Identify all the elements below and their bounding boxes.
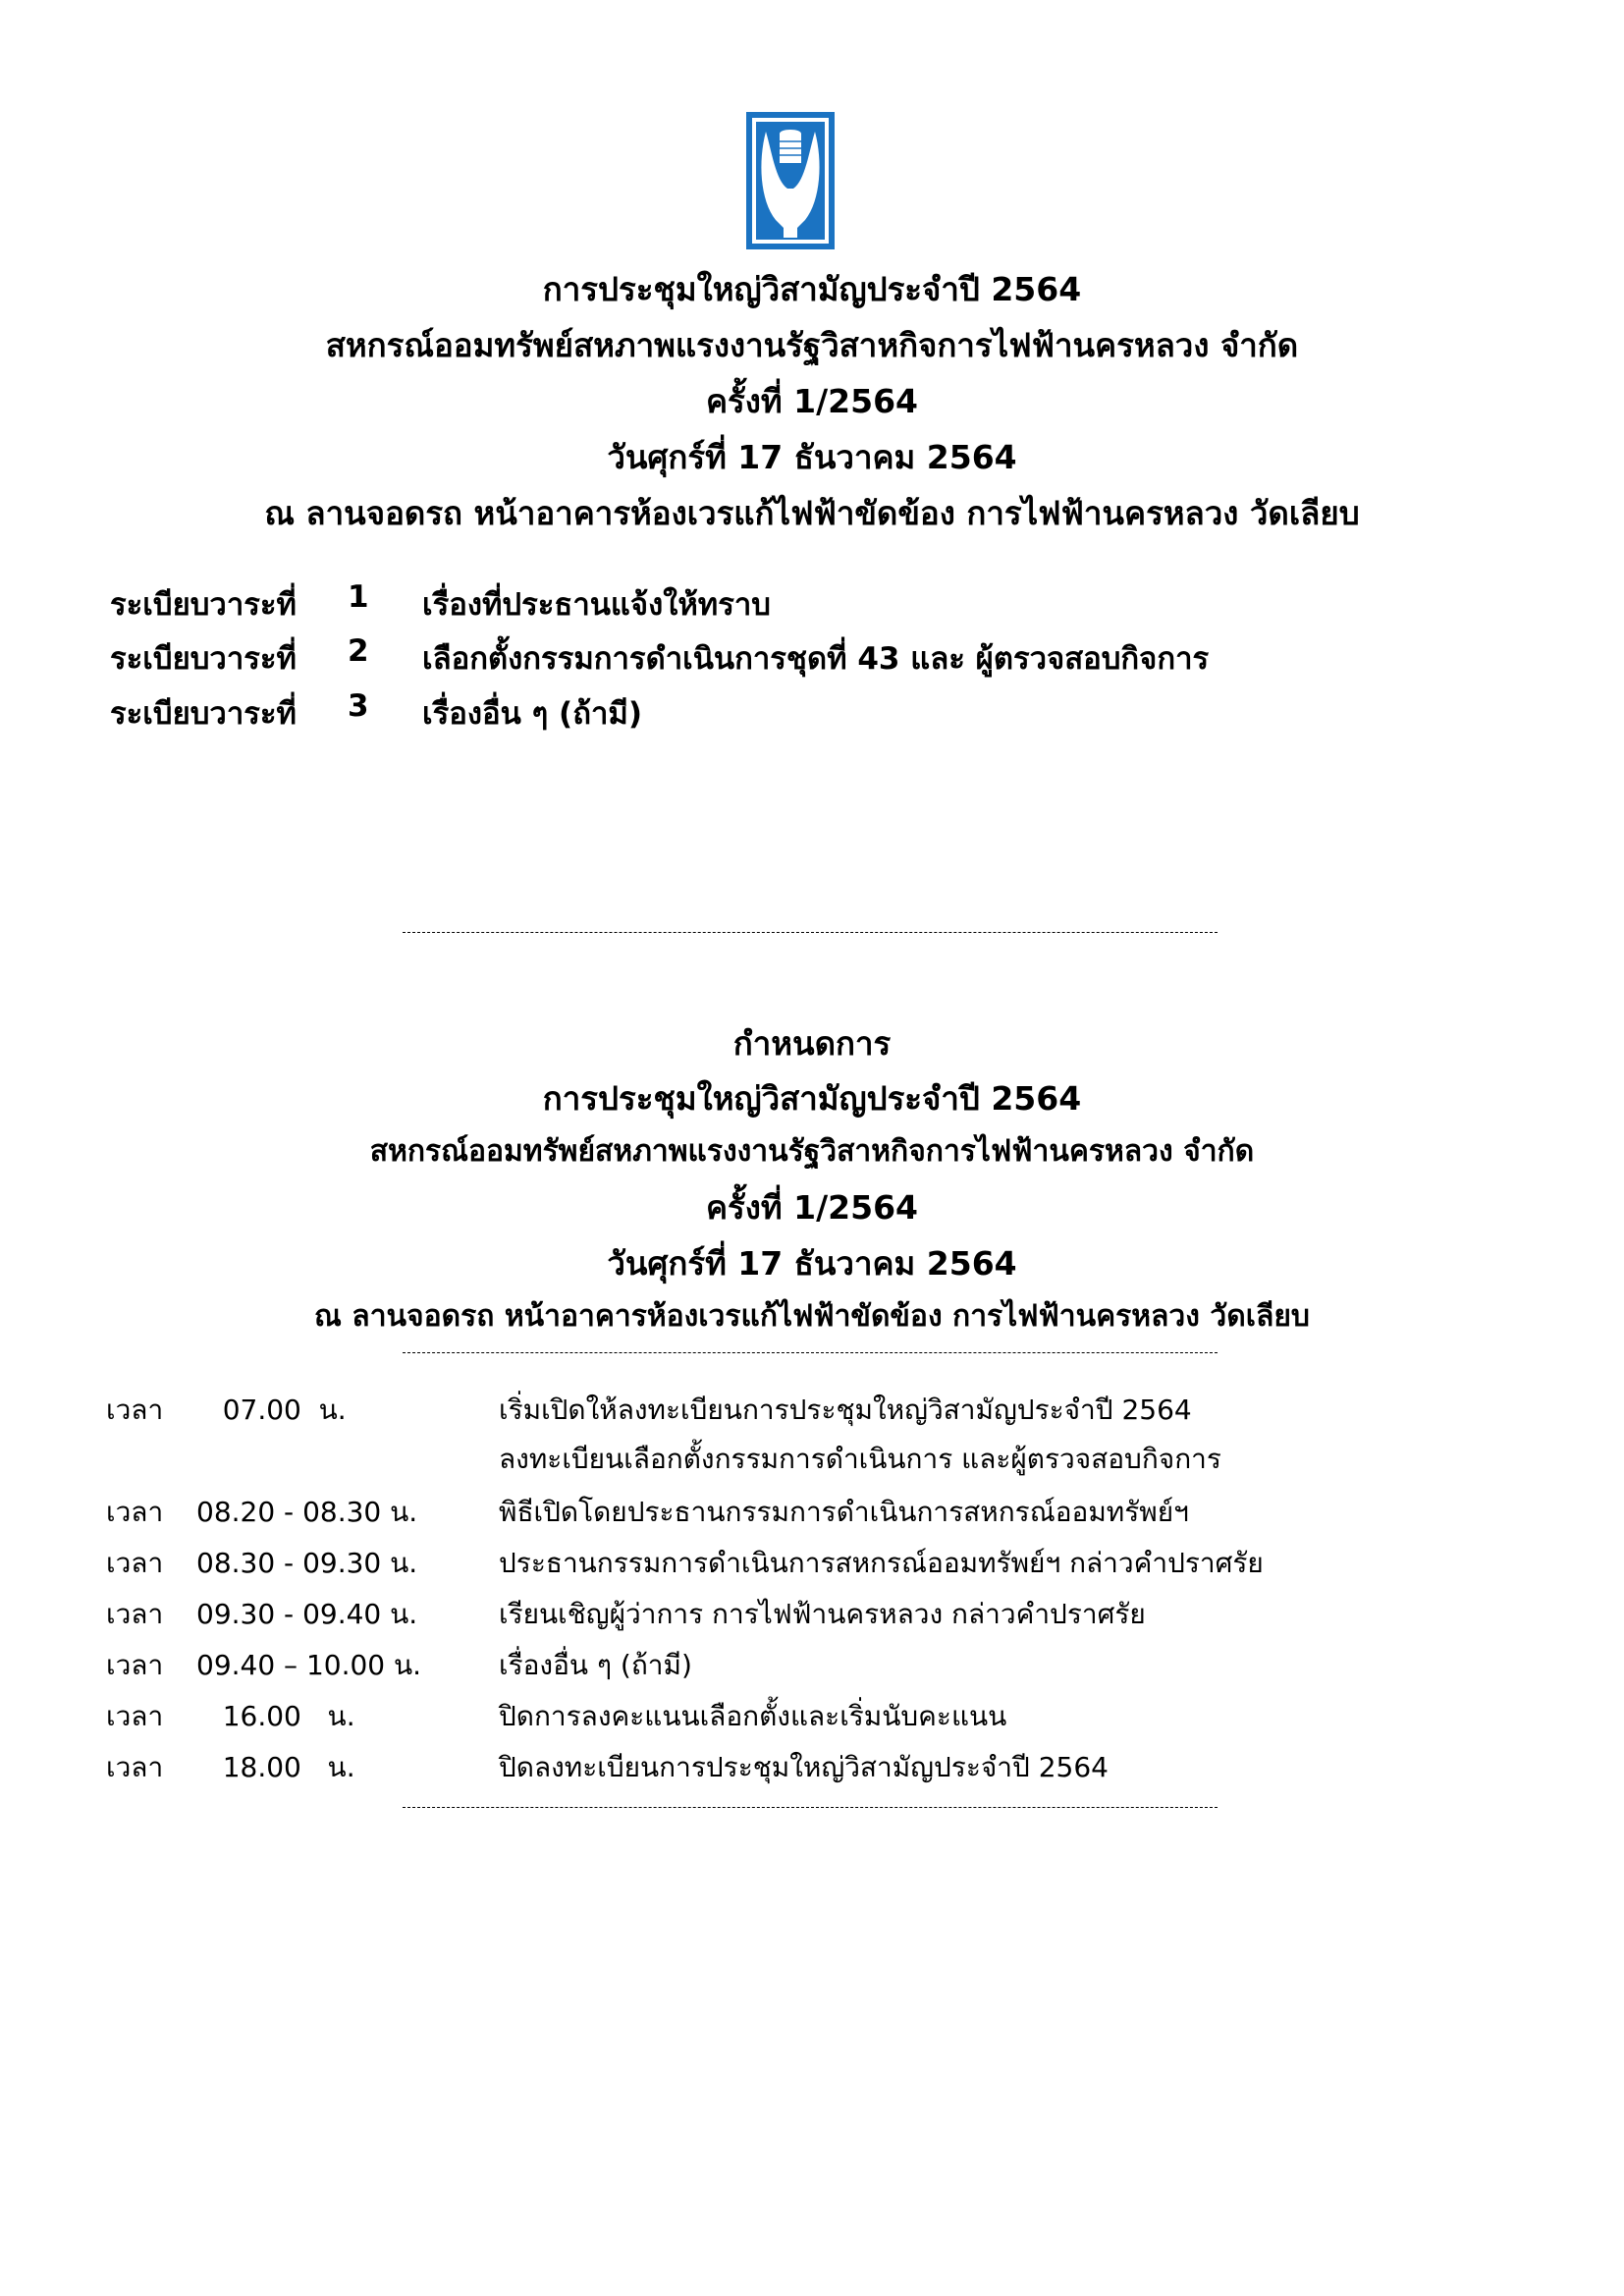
- time-label: เวลา: [106, 1394, 164, 1426]
- schedule-session: ครั้งที่ 1/2564: [705, 1188, 918, 1227]
- schedule-description: ปิดการลงคะแนนเลือกตั้งและเริ่มนับคะแนน: [499, 1700, 1007, 1732]
- time-label: เวลา: [106, 1598, 164, 1630]
- time-value: 07.00 น.: [196, 1394, 347, 1426]
- agenda-label: ระเบียบวาระที่: [110, 587, 297, 623]
- schedule-organization: สหกรณ์ออมทรัพย์สหภาพแรงงานรัฐวิสาหกิจการไฟฟ้านครหลวง จำกัด: [369, 1134, 1255, 1169]
- schedule-date: วันศุกร์ที่ 17 ธันวาคม 2564: [607, 1244, 1017, 1283]
- time-label: เวลา: [106, 1751, 164, 1783]
- schedule-description: เริ่มเปิดให้ลงทะเบียนการประชุมใหญ่วิสามัญประจำปี 2564: [499, 1394, 1192, 1426]
- time-label: เวลา: [106, 1700, 164, 1732]
- agenda-label: ระเบียบวาระที่: [110, 696, 297, 732]
- organization-name: สหกรณ์ออมทรัพย์สหภาพแรงงานรัฐวิสาหกิจการไฟฟ้านครหลวง จำกัด: [325, 326, 1299, 364]
- time-value: 16.00 น.: [196, 1700, 355, 1732]
- time-value: 08.20 - 08.30 น.: [196, 1496, 418, 1528]
- time-value: 18.00 น.: [196, 1751, 355, 1783]
- agenda-number: 3: [348, 688, 369, 724]
- schedule-heading: กำหนดการ: [732, 1024, 892, 1063]
- schedule-venue: ณ ลานจอดรถ หน้าอาคารห้องเวรแก้ไฟฟ้าขัดข้อง การไฟฟ้านครหลวง วัดเลียบ: [314, 1299, 1310, 1334]
- agenda-text: เรื่องอื่น ๆ (ถ้ามี): [422, 696, 642, 732]
- meeting-title: การประชุมใหญ่วิสามัญประจำปี 2564: [542, 270, 1082, 308]
- schedule-description: เรื่องอื่น ๆ (ถ้ามี): [499, 1649, 692, 1681]
- schedule-description: ประธานกรรมการดำเนินการสหกรณ์ออมทรัพย์ฯ กล่าวคำปราศรัย: [499, 1547, 1264, 1579]
- time-label: เวลา: [106, 1649, 164, 1681]
- time-value: 09.30 - 09.40 น.: [196, 1598, 418, 1630]
- cooperative-emblem-icon: [746, 112, 835, 249]
- agenda-number: 2: [348, 633, 369, 669]
- time-label: เวลา: [106, 1496, 164, 1528]
- schedule-description: เรียนเชิญผู้ว่าการ การไฟฟ้านครหลวง กล่าวคำปราศรัย: [499, 1598, 1146, 1630]
- agenda-label: ระเบียบวาระที่: [110, 641, 297, 677]
- agenda-number: 1: [348, 579, 369, 615]
- schedule-description: ปิดลงทะเบียนการประชุมใหญ่วิสามัญประจำปี 2564: [499, 1751, 1109, 1783]
- schedule-description: พิธีเปิดโดยประธานกรรมการดำเนินการสหกรณ์ออมทรัพย์ฯ: [499, 1496, 1189, 1528]
- time-value: 08.30 - 09.30 น.: [196, 1547, 418, 1579]
- divider: [403, 1807, 1218, 1808]
- meeting-date: วันศุกร์ที่ 17 ธันวาคม 2564: [607, 438, 1017, 476]
- time-value: 09.40 – 10.00 น.: [196, 1649, 422, 1681]
- meeting-venue: ณ ลานจอดรถ หน้าอาคารห้องเวรแก้ไฟฟ้าขัดข้อง การไฟฟ้านครหลวง วัดเลียบ: [264, 494, 1360, 532]
- time-label: เวลา: [106, 1547, 164, 1579]
- schedule-description-line2: ลงทะเบียนเลือกตั้งกรรมการดำเนินการ และผู้ตรวจสอบกิจการ: [499, 1443, 1221, 1475]
- divider: [403, 1352, 1218, 1353]
- divider: [403, 932, 1218, 933]
- agenda-text: เรื่องที่ประธานแจ้งให้ทราบ: [422, 587, 771, 623]
- meeting-session: ครั้งที่ 1/2564: [705, 382, 918, 420]
- schedule-title: การประชุมใหญ่วิสามัญประจำปี 2564: [542, 1079, 1082, 1118]
- agenda-text: เลือกตั้งกรรมการดำเนินการชุดที่ 43 และ ผู้ตรวจสอบกิจการ: [422, 641, 1210, 677]
